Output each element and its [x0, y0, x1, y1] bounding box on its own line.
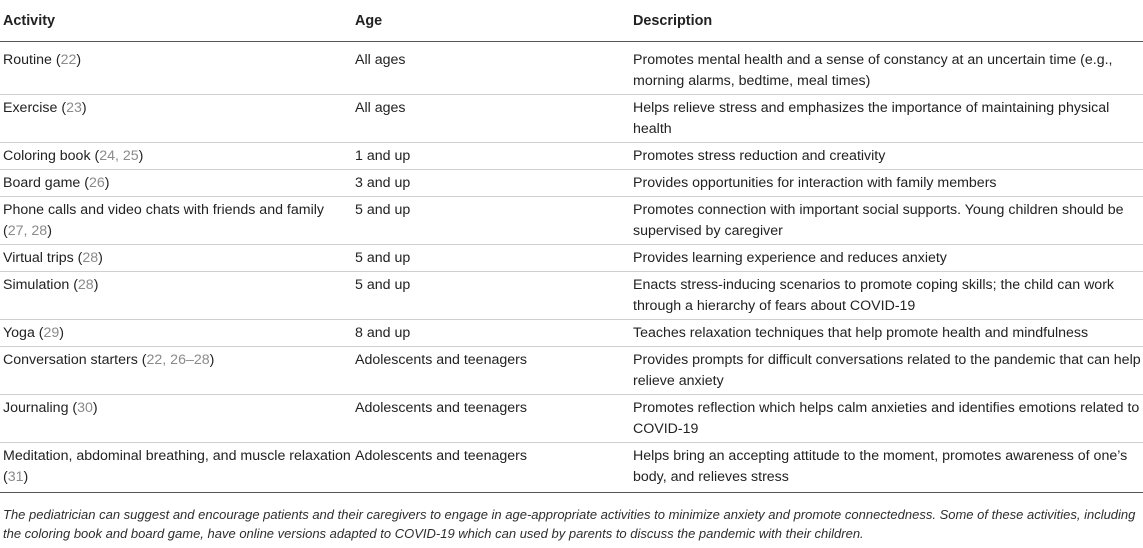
age-cell: 1 and up: [352, 143, 630, 170]
description-cell: Promotes reflection which helps calm anxieties and identifies emotions related to COVID-19: [630, 395, 1143, 443]
header-description: Description: [630, 5, 1143, 42]
table-row: [0, 197, 1143, 245]
age-cell: All ages: [352, 95, 630, 143]
table-body: [0, 42, 1143, 493]
activity-name: Board game: [3, 175, 81, 191]
activity-cell: Coloring book (24, 25): [0, 143, 352, 170]
activity-name: Coloring book: [3, 148, 91, 164]
activity-cell: Journaling (30): [0, 395, 352, 443]
table-row: [0, 143, 1143, 170]
citation-refs[interactable]: 22, 26–28: [146, 352, 210, 368]
description-cell: Helps relieve stress and emphasizes the importance of maintaining physical health: [630, 95, 1143, 143]
activity-cell: Exercise (23): [0, 95, 352, 143]
citation-refs[interactable]: 31: [7, 469, 24, 485]
description-cell: Enacts stress-inducing scenarios to promote coping skills; the child can work through a hierarchy of fears about COVID-19: [630, 272, 1143, 320]
description-cell: Teaches relaxation techniques that help promote health and mindfulness: [630, 320, 1143, 347]
description-cell: Promotes mental health and a sense of constancy at an uncertain time (e.g., morning alarms, bedtime, meal times): [630, 42, 1143, 95]
activity-name: Virtual trips: [3, 250, 74, 266]
table-row: [0, 272, 1143, 320]
description-cell: Promotes stress reduction and creativity: [630, 143, 1143, 170]
age-cell: Adolescents and teenagers: [352, 347, 630, 395]
activity-name: Yoga: [3, 325, 35, 341]
activity-name: Phone calls and video chats with friends and family: [3, 202, 324, 218]
citation-refs[interactable]: 27, 28: [7, 223, 48, 239]
activity-cell: Virtual trips (28): [0, 245, 352, 272]
citation-refs[interactable]: 26: [88, 175, 105, 191]
age-cell: 8 and up: [352, 320, 630, 347]
activity-cell: Simulation (28): [0, 272, 352, 320]
citation-refs[interactable]: 24, 25: [99, 148, 139, 164]
table-row: [0, 95, 1143, 143]
citation-refs[interactable]: 28: [77, 277, 94, 293]
activity-cell: Yoga (29): [0, 320, 352, 347]
activity-cell: Board game (26): [0, 170, 352, 197]
citation-refs[interactable]: 29: [43, 325, 60, 341]
activity-cell: Phone calls and video chats with friends and family (27, 28): [0, 197, 352, 245]
description-cell: Helps bring an accepting attitude to the moment, promotes awareness of one’s body, and relieves stress: [630, 443, 1143, 493]
activity-name: Routine: [3, 52, 52, 68]
table-row: [0, 347, 1143, 395]
age-cell: Adolescents and teenagers: [352, 395, 630, 443]
table-row: [0, 170, 1143, 197]
age-cell: Adolescents and teenagers: [352, 443, 630, 493]
age-cell: 3 and up: [352, 170, 630, 197]
age-cell: 5 and up: [352, 272, 630, 320]
table-caption: The pediatrician can suggest and encourage patients and their caregivers to engage in age-appropriate activities to minimize anxiety and promote connectedness. Some of these activities, including the coloring book and board game, have online versions adapted to COVID-19 which can used by parents to discuss the pandemic with their children.: [3, 507, 1136, 541]
activity-name: Exercise: [3, 100, 58, 116]
header-row: [0, 5, 1143, 42]
activities-table: [0, 5, 1143, 493]
description-cell: Promotes connection with important social supports. Young children should be supervised by caregiver: [630, 197, 1143, 245]
table-row: [0, 443, 1143, 493]
activity-cell: Meditation, abdominal breathing, and muscle relaxation (31): [0, 443, 352, 493]
age-cell: 5 and up: [352, 245, 630, 272]
age-cell: All ages: [352, 42, 630, 95]
description-cell: Provides opportunities for interaction with family members: [630, 170, 1143, 197]
header-activity: Activity: [0, 5, 352, 42]
activity-cell: Routine (22): [0, 42, 352, 95]
citation-refs[interactable]: 30: [77, 400, 93, 416]
activity-name: Journaling: [3, 400, 69, 416]
description-cell: Provides learning experience and reduces anxiety: [630, 245, 1143, 272]
citation-refs[interactable]: 28: [82, 250, 99, 266]
activity-name: Simulation: [3, 277, 70, 293]
table-row: [0, 245, 1143, 272]
table-row: [0, 320, 1143, 347]
activity-name: Meditation, abdominal breathing, and muscle relaxation: [3, 448, 351, 464]
table-row: [0, 42, 1143, 95]
header-age: Age: [352, 5, 630, 42]
age-cell: 5 and up: [352, 197, 630, 245]
table-row: [0, 395, 1143, 443]
description-cell: Provides prompts for difficult conversations related to the pandemic that can help relieve anxiety: [630, 347, 1143, 395]
citation-refs[interactable]: 23: [66, 100, 82, 116]
activity-name: Conversation starters: [3, 352, 138, 368]
activity-cell: Conversation starters (22, 26–28): [0, 347, 352, 395]
table-header: [0, 5, 1143, 42]
citation-refs[interactable]: 22: [60, 52, 77, 68]
